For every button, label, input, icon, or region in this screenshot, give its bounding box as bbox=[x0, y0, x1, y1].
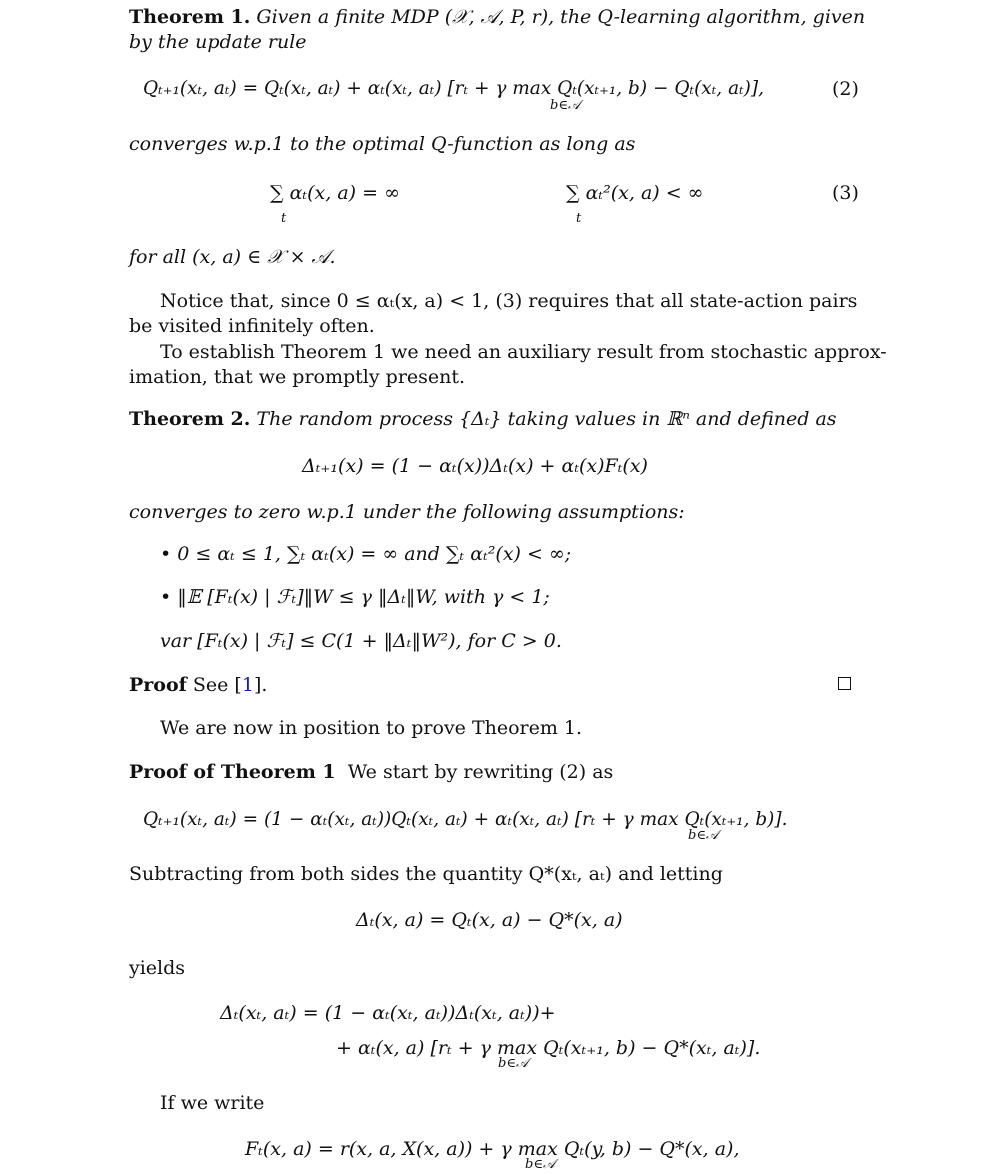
theorem1-statement: Given a finite MDP (𝒳, 𝒜, P, r), the Q-learning algorithm, given bbox=[256, 6, 866, 28]
proof1-rewritten-equation: Qₜ₊₁(xₜ, aₜ) = (1 − αₜ(xₜ, aₜ))Qₜ(xₜ, aₜ) + αₜ(xₜ, aₜ) [rₜ + γ max Qₜ(xₜ₊₁, b)]. bbox=[143, 809, 788, 830]
assumption-2: • ‖𝔼 [Fₜ(x) | ℱₜ]‖W ≤ γ ‖Δₜ‖W, with γ < 1; bbox=[160, 586, 550, 608]
theorem2-label: Theorem 2. bbox=[129, 408, 251, 430]
assumption-3: var [Fₜ(x) | ℱₜ] ≤ C(1 + ‖Δₜ‖W²), for C > 0. bbox=[160, 630, 562, 652]
proof1-max-subscript: b∈𝒜 bbox=[688, 828, 719, 843]
equation-3-right-sum-index: t bbox=[576, 211, 582, 226]
proof1-text: We start by rewriting (2) as bbox=[347, 761, 614, 783]
delta-equation-line1: Δₜ(xₜ, aₜ) = (1 − αₜ(xₜ, aₜ))Δₜ(xₜ, aₜ))+ bbox=[220, 1002, 556, 1024]
theorem2-statement: The random process {Δₜ} taking values in ℝⁿ and defined as bbox=[256, 408, 837, 430]
equation-2: Qₜ₊₁(xₜ, aₜ) = Qₜ(xₜ, aₜ) + αₜ(xₜ, aₜ) [rₜ + γ max Qₜ(xₜ₊₁, b) − Qₜ(xₜ, aₜ)], bbox=[143, 78, 764, 99]
theorem1-line1 bbox=[129, 5, 865, 29]
paragraph-notice-line1: Notice that, since 0 ≤ αₜ(x, a) < 1, (3) requires that all state-action pairs bbox=[160, 290, 858, 312]
delta-definition: Δₜ(x, a) = Qₜ(x, a) − Q*(x, a) bbox=[356, 909, 623, 931]
proof-text: See [ bbox=[192, 674, 242, 696]
equation-3-right: ∑ αₜ²(x, a) < ∞ bbox=[566, 182, 704, 204]
delta-equation-line2: + αₜ(x, a) [rₜ + γ max Qₜ(xₜ₊₁, b) − Q*(xₜ, aₜ)]. bbox=[336, 1037, 761, 1059]
proof1-label: Proof of Theorem 1 bbox=[129, 761, 336, 783]
F-definition-equation: Fₜ(x, a) = r(x, a, X(x, a)) + γ max Qₜ(y, b) − Q*(x, a), bbox=[245, 1138, 740, 1160]
equation-3-left: ∑ αₜ(x, a) = ∞ bbox=[270, 182, 400, 204]
equation-2-tag: (2) bbox=[832, 78, 859, 100]
proof-line bbox=[129, 673, 267, 697]
theorem1-label: Theorem 1. bbox=[129, 6, 251, 28]
theorem2-equation: Δₜ₊₁(x) = (1 − αₜ(x))Δₜ(x) + αₜ(x)Fₜ(x) bbox=[302, 455, 648, 477]
theorem1-line2: by the update rule bbox=[129, 31, 307, 53]
paragraph-establish-line2: imation, that we promptly present. bbox=[129, 366, 466, 388]
theorem1-convergence: converges w.p.1 to the optimal Q-function as long as bbox=[129, 133, 636, 155]
qed-box-icon bbox=[838, 677, 851, 690]
theorem2-convergence: converges to zero w.p.1 under the following assumptions: bbox=[129, 501, 685, 523]
if-we-write-text: If we write bbox=[160, 1092, 265, 1114]
delta-equation-max-subscript: b∈𝒜 bbox=[498, 1056, 529, 1071]
citation-link[interactable]: 1 bbox=[241, 674, 254, 696]
equation-3-left-sum-index: t bbox=[281, 211, 287, 226]
F-definition-max-subscript: b∈𝒜 bbox=[525, 1157, 556, 1172]
paragraph-establish-line1: To establish Theorem 1 we need an auxiliary result from stochastic approx- bbox=[160, 341, 887, 363]
equation-3-tag: (3) bbox=[832, 182, 859, 204]
theorem2-line1 bbox=[129, 407, 837, 431]
proof-text-close: ]. bbox=[253, 674, 268, 696]
proof-label: Proof bbox=[129, 674, 187, 696]
theorem1-forall: for all (x, a) ∈ 𝒳 × 𝒜. bbox=[129, 246, 336, 268]
equation-2-max-subscript: b∈𝒜 bbox=[550, 98, 581, 113]
paragraph-notice-line2: be visited infinitely often. bbox=[129, 315, 375, 337]
yields-text: yields bbox=[129, 957, 186, 979]
paragraph-subtracting: Subtracting from both sides the quantity Q*(xₜ, aₜ) and letting bbox=[129, 863, 723, 885]
assumption-1: • 0 ≤ αₜ ≤ 1, ∑ₜ αₜ(x) = ∞ and ∑ₜ αₜ²(x) < ∞; bbox=[160, 543, 572, 565]
proof1-line bbox=[129, 760, 613, 784]
paragraph-position: We are now in position to prove Theorem 1. bbox=[160, 717, 583, 739]
